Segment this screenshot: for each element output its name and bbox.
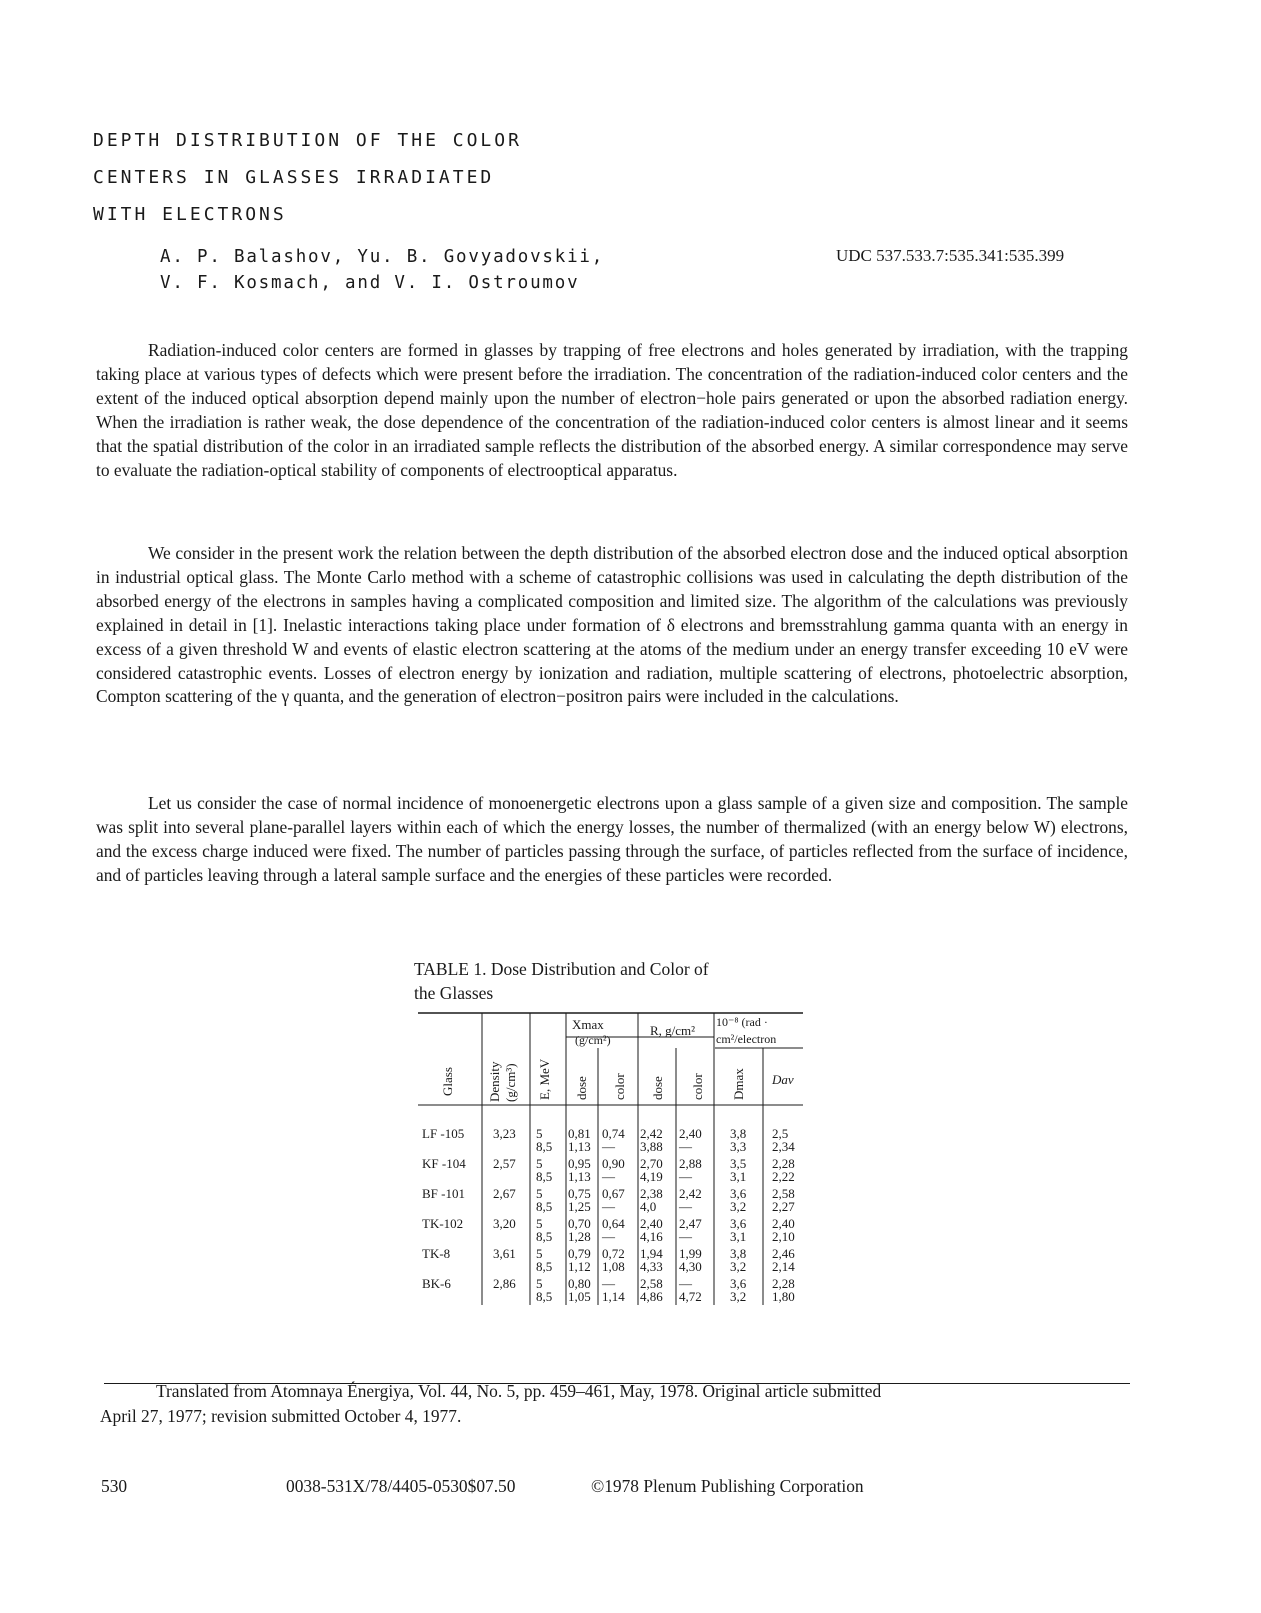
table-cell-e: 8,5 [536,1289,553,1304]
paragraph-text: We consider in the present work the relation between the depth distribution of the absorbed electron dose and the induced optical absorption in industrial optical glass. The Monte Carlo method with a scheme of catastrophic collisions was used in calculating the depth distribution of the absorbed energy of the electrons in samples having a complicated composition and limited size. The algorithm of the calculations was previously explained in detail in [1]. Inelastic interactions taking place under formation of δ electrons and bremsstrahlung gamma quanta with an energy in excess of a given threshold W and events of elastic electron scattering at the atoms of the medium under an energy transfer exceeding 10 eV were considered catastrophic events. Losses of electron energy by ionization and radiation, multiple scattering of electrons, photoelectric absorption, Compton scattering of the γ quanta, and the generation of electron−positron pairs were included in the calculations. [96,543,1128,707]
table-cell-dmax: 3,5 [730,1156,747,1171]
publication-code: 0038-531X/78/4405-0530$07.50 [286,1476,516,1496]
table-cell-r-dose: 2,40 [640,1216,663,1231]
header-energy: E, MeV [537,1058,552,1100]
table-cell-dmax: 3,8 [730,1126,747,1141]
table-cell-r-dose: 1,94 [640,1246,663,1261]
table-cell-dmax: 3,2 [730,1199,747,1214]
header-xmax-dose: dose [574,1076,589,1100]
table-cell-r-dose: 4,16 [640,1229,663,1244]
caption-line: the Glasses [414,983,494,1003]
author-line: A. P. Balashov, Yu. B. Govyadovskii, [160,247,605,267]
header-xmax-unit: (g/cm²) [575,1033,611,1047]
table-cell-r-dose: 2,70 [640,1156,663,1171]
article-title [93,122,522,233]
table-cell-r-color: 4,30 [679,1259,702,1274]
header-r-color: color [690,1073,705,1100]
table-cell-e: 5 [536,1276,543,1291]
table-cell-e: 8,5 [536,1199,553,1214]
table-cell-r-color: 4,72 [679,1289,702,1304]
table-cell-x-dose: 1,12 [568,1259,591,1274]
table-cell-x-color: — [602,1139,615,1154]
header-dmax: Dmax [731,1068,746,1100]
table-cell-r-dose: 2,38 [640,1186,663,1201]
body-paragraph [96,542,1128,709]
table-cell-density: 3,61 [493,1246,516,1261]
header-dose-units: 10⁻⁸ (rad · [716,1015,768,1029]
table-cell-x-color: — [602,1199,615,1214]
table-cell-dav: 2,27 [772,1199,795,1214]
paragraph-text: Let us consider the case of normal incidence of monoenergetic electrons upon a glass sample of a given size and composition. The sample was split into several plane-parallel layers within each of which the energy losses, the number of thermalized (with an energy below W) electrons, and the excess charge induced were fixed. The number of particles passing through the surface, of particles reflected from the surface of incidence, and of particles leaving through a lateral sample surface and the energies of these particles were recorded. [96,793,1128,885]
table-cell-dmax: 3,6 [730,1186,747,1201]
table-cell-glass: BK-6 [422,1276,451,1291]
table-cell-e: 5 [536,1216,543,1231]
table-cell-x-color: 0,67 [602,1186,625,1201]
table-cell-r-dose: 4,19 [640,1169,663,1184]
table-cell-glass: BF -101 [422,1186,465,1201]
table-cell-e: 5 [536,1126,543,1141]
table-cell-r-dose: 4,86 [640,1289,663,1304]
table-cell-r-color: 2,88 [679,1156,702,1171]
table-cell-dav: 2,34 [772,1139,795,1154]
body-paragraph [96,792,1128,888]
table-cell-x-color: 0,64 [602,1216,625,1231]
header-dose-units-2: cm²/electron [716,1032,777,1046]
table-cell-r-dose: 4,0 [640,1199,657,1214]
table-cell-dav: 2,14 [772,1259,795,1274]
footnote-line: April 27, 1977; revision submitted October 4, 1977. [100,1406,462,1426]
header-range: R, g/cm² [650,1023,696,1038]
table-cell-x-dose: 0,75 [568,1186,591,1201]
body-paragraph [96,339,1128,482]
table-cell-r-dose: 2,42 [640,1126,663,1141]
table-cell-e: 8,5 [536,1259,553,1274]
paragraph-text: Radiation-induced color centers are formed in glasses by trapping of free electrons and holes generated by irradiation, with the trapping taking place at various types of defects which were present before the irradiation. The concentration of the radiation-induced color centers and the extent of the induced optical absorption depend mainly upon the number of electron−hole pairs generated or upon the absorbed radiation energy. When the irradiation is rather weak, the dose dependence of the concentration of the radiation-induced color centers is almost linear and it seems that the spatial distribution of the color in an irradiated sample reflects the distribution of the absorbed energy. A similar correspondence may serve to evaluate the radiation-optical stability of components of electrooptical apparatus. [96,340,1128,480]
table-cell-density: 2,57 [493,1156,516,1171]
table-cell-x-color: — [602,1229,615,1244]
header-xmax-color: color [612,1073,627,1100]
table-cell-x-dose: 0,80 [568,1276,591,1291]
table-cell-density: 2,67 [493,1186,516,1201]
table-cell-e: 5 [536,1156,543,1171]
table-cell-x-color: 0,72 [602,1246,625,1261]
table-cell-dav: 1,80 [772,1289,795,1304]
table-cell-glass: KF -104 [422,1156,466,1171]
table-cell-x-dose: 1,13 [568,1169,591,1184]
table-cell-x-dose: 1,13 [568,1139,591,1154]
header-density-unit: (g/cm³) [503,1063,518,1102]
table-cell-x-color: — [602,1169,615,1184]
table-cell-dmax: 3,1 [730,1229,747,1244]
table-cell-glass: TK-8 [422,1246,451,1261]
udc-code: UDC 537.533.7:535.341:535.399 [836,246,1065,265]
header-xmax: Xmax [572,1017,604,1032]
table-cell-e: 8,5 [536,1169,553,1184]
table-cell-e: 5 [536,1186,543,1201]
footnote-text: Translated from Atomnaya Énergiya, Vol. 44, No. 5, pp. 459–461, May, 1978. Original article submitted [156,1381,882,1401]
caption-line: TABLE 1. Dose Distribution and Color of [414,959,709,979]
table-cell-r-dose: 3,88 [640,1139,663,1154]
table-cell-density: 3,23 [493,1126,516,1141]
table-cell-r-color: 2,40 [679,1126,702,1141]
table-cell-dav: 2,40 [772,1216,795,1231]
table-cell-r-color: — [679,1229,692,1244]
table-cell-dmax: 3,3 [730,1139,747,1154]
page-number: 530 [101,1476,128,1496]
data-table [418,1010,803,1310]
table-cell-glass: LF -105 [422,1126,465,1141]
title-line: DEPTH DISTRIBUTION OF THE COLOR [93,130,522,151]
table-cell-x-dose: 0,95 [568,1156,591,1171]
table-cell-density: 3,20 [493,1216,516,1231]
table-cell-r-color: 1,99 [679,1246,702,1261]
table-cell-x-dose: 0,70 [568,1216,591,1231]
table-cell-dmax: 3,2 [730,1289,747,1304]
title-line: WITH ELECTRONS [93,204,287,225]
header-density: Density [487,1061,502,1102]
table-cell-r-dose: 2,58 [640,1276,663,1291]
table-cell-r-color: 2,47 [679,1216,702,1231]
table-cell-e: 5 [536,1246,543,1261]
table-cell-dmax: 3,6 [730,1276,747,1291]
header-glass: Glass [440,1067,455,1096]
table-cell-r-color: — [679,1169,692,1184]
table-cell-x-color: — [602,1276,615,1291]
table-cell-dav: 2,5 [772,1126,789,1141]
table-cell-dav: 2,28 [772,1156,795,1171]
table-cell-r-color: — [679,1139,692,1154]
table-cell-dmax: 3,6 [730,1216,747,1231]
header-r-dose: dose [650,1076,665,1100]
table-cell-x-dose: 1,25 [568,1199,591,1214]
table-cell-density: 2,86 [493,1276,516,1291]
table-cell-dav: 2,28 [772,1276,795,1291]
title-line: CENTERS IN GLASSES IRRADIATED [93,167,495,188]
table-cell-dav: 2,58 [772,1186,795,1201]
table-cell-dav: 2,10 [772,1229,795,1244]
table-cell-dav: 2,46 [772,1246,795,1261]
table-caption [414,957,814,1005]
author-list [160,244,604,296]
table-cell-x-color: 1,08 [602,1259,625,1274]
author-line: V. F. Kosmach, and V. I. Ostroumov [160,273,580,293]
table-cell-x-color: 1,14 [602,1289,625,1304]
table-cell-r-dose: 4,33 [640,1259,663,1274]
table-cell-dmax: 3,1 [730,1169,747,1184]
table-cell-x-color: 0,90 [602,1156,625,1171]
footnote-line [100,1379,1132,1404]
table-cell-x-dose: 0,79 [568,1246,591,1261]
header-dav: Dav [772,1072,794,1087]
table-cell-dmax: 3,8 [730,1246,747,1261]
table-cell-x-dose: 0,81 [568,1126,591,1141]
translation-footnote [100,1379,1132,1429]
table-cell-glass: TK-102 [422,1216,464,1231]
copyright-notice: ©1978 Plenum Publishing Corporation [591,1476,864,1496]
table-cell-r-color: — [679,1199,692,1214]
table-cell-x-dose: 1,05 [568,1289,591,1304]
table-cell-dav: 2,22 [772,1169,795,1184]
table-cell-x-color: 0,74 [602,1126,625,1141]
table-cell-x-dose: 1,28 [568,1229,591,1244]
table-cell-dmax: 3,2 [730,1259,747,1274]
table-cell-r-color: — [679,1276,692,1291]
table-cell-e: 8,5 [536,1229,553,1244]
table-cell-e: 8,5 [536,1139,553,1154]
table-cell-r-color: 2,42 [679,1186,702,1201]
